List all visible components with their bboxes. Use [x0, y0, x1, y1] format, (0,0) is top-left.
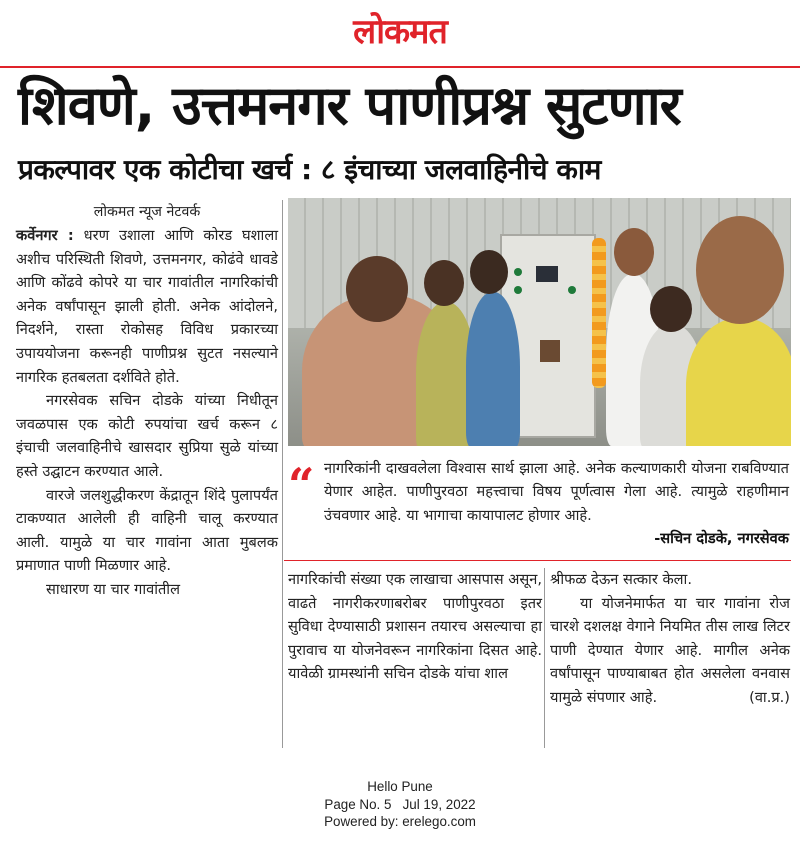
article-column-left: [16, 200, 278, 602]
subheadline: प्रकल्पावर एक कोटीचा खर्च : ८ इंचाच्या जलवाहिनीचे काम: [18, 153, 601, 186]
photo-person-head: [470, 250, 508, 294]
page-footer: [0, 778, 800, 831]
quote-rule: [284, 560, 791, 561]
article-paragraph: नगरसेवक सचिन दोडके यांच्या निधीतून जवळपास एक कोटी रुपयांचा खर्च करून ८ इंचाची जलवाहिनीचे खासदार सुप्रिया सुळे यांच्या हस्ते उद्घाटन करण्यात आले.: [16, 392, 278, 480]
dateline: कर्वेनगर :: [16, 227, 74, 244]
photo-person-head: [424, 260, 464, 306]
article-paragraph: श्रीफळ देऊन सत्कार केला.: [550, 571, 692, 588]
photo-panel-screen: [536, 266, 558, 282]
masthead-rule: [0, 66, 800, 68]
article-column-right: [550, 568, 790, 710]
article-paragraph: नागरिकांची संख्या एक लाखाचा आसपास असून, वाढते नागरीकरणाबरोबर पाणीपुरवठा इतर सुविधा देण्यासाठी प्रशासन तयारच असल्याचा हा पुरावाच या योजनेवरून नागरिकांना दिसत आहे. यावेळी ग्रामस्थांनी सचिन दोडके यांचा शाल: [288, 571, 542, 683]
quote-mark-icon: “: [288, 458, 315, 512]
article-paragraph: साधारण या चार गावांतील: [46, 580, 180, 598]
headline: शिवणे, उत्तमनगर पाणीप्रश्न सुटणार: [18, 74, 681, 137]
footer-edition: Hello Pune: [367, 779, 433, 794]
column-divider: [544, 568, 545, 748]
paragraph-text: धरण उशाला आणि कोरड घशाला अशीच परिस्थिती शिवणे, उत्तमनगर, कोढंवे धावडे आणि कोंढवे कोपरे या चार गावांतील नागरिकांची अनेक वर्षांपासून झाली होती. अनेक आंदोलने, निदर्शने, रास्ता रोकोसह विविध प्रकारच्या उपाययोजना करूनही पाणीप्रश्न सुटत नसल्याने नागरिक हतबलता दर्शविते होते.: [16, 227, 278, 386]
footer-page-date: [0, 796, 800, 814]
article-paragraph: [16, 224, 278, 389]
pull-quote: [288, 455, 791, 555]
photo-panel-knob: [514, 268, 522, 276]
footer-page: Page No. 5: [324, 796, 392, 812]
quote-text: नागरिकांनी दाखवलेला विश्वास सार्थ झाला आहे. अनेक कल्याणकारी योजना राबविण्यात येणार आहेत. पाणीपुरवठा महत्त्वाचा विषय पूर्णत्वास गेला आहे. त्यामुळे राहणीमान उंचवणार आहे. या भागाचा कायापालट होणार आहे.: [324, 460, 789, 524]
photo-person-head: [696, 216, 784, 324]
masthead-logo: लोकमत: [353, 12, 447, 52]
article-column-middle: [288, 568, 542, 686]
photo-panel-plate: [540, 340, 560, 362]
photo-panel-knob: [514, 286, 522, 294]
article-paragraph: [550, 592, 790, 710]
column-divider: [282, 200, 283, 748]
photo-person-head: [614, 228, 654, 276]
quote-credit: -सचिन दोडके, नगरसेवक: [654, 530, 789, 547]
footer-powered: Powered by: erelego.com: [324, 814, 476, 829]
photo-person-head: [650, 286, 692, 332]
footer-date: Jul 19, 2022: [402, 796, 476, 812]
paragraph-text: या योजनेमार्फत या चार गावांना रोज चारशे दशलक्ष वेगाने नियमित तीस लाख लिटर पाणी देण्यात येणार आहे. मागील अनेक वर्षांपासून पाण्याबाबत होत असलेला वनवास यामुळे संपणार आहे.: [550, 594, 790, 706]
photo-person-woman-blue: [466, 292, 520, 446]
photo-panel-knob: [568, 286, 576, 294]
photo-person-head: [346, 256, 408, 322]
photo-marigold-garland: [592, 238, 606, 388]
byline: लोकमत न्यूज नेटवर्क: [93, 204, 201, 220]
photo-person-man-yellow: [686, 318, 791, 446]
news-photo: [288, 198, 791, 446]
article-paragraph: वारजे जलशुद्धीकरण केंद्रातून शिंदे पुलापर्यंत टाकण्यात आलेली ही वाहिनी चालू करण्यात आली. यामुळे या चार गावांना आता मुबलक प्रमाणात पाणी मिळणार आहे.: [16, 486, 278, 575]
article-sign: (वा.प्र.): [749, 688, 790, 706]
